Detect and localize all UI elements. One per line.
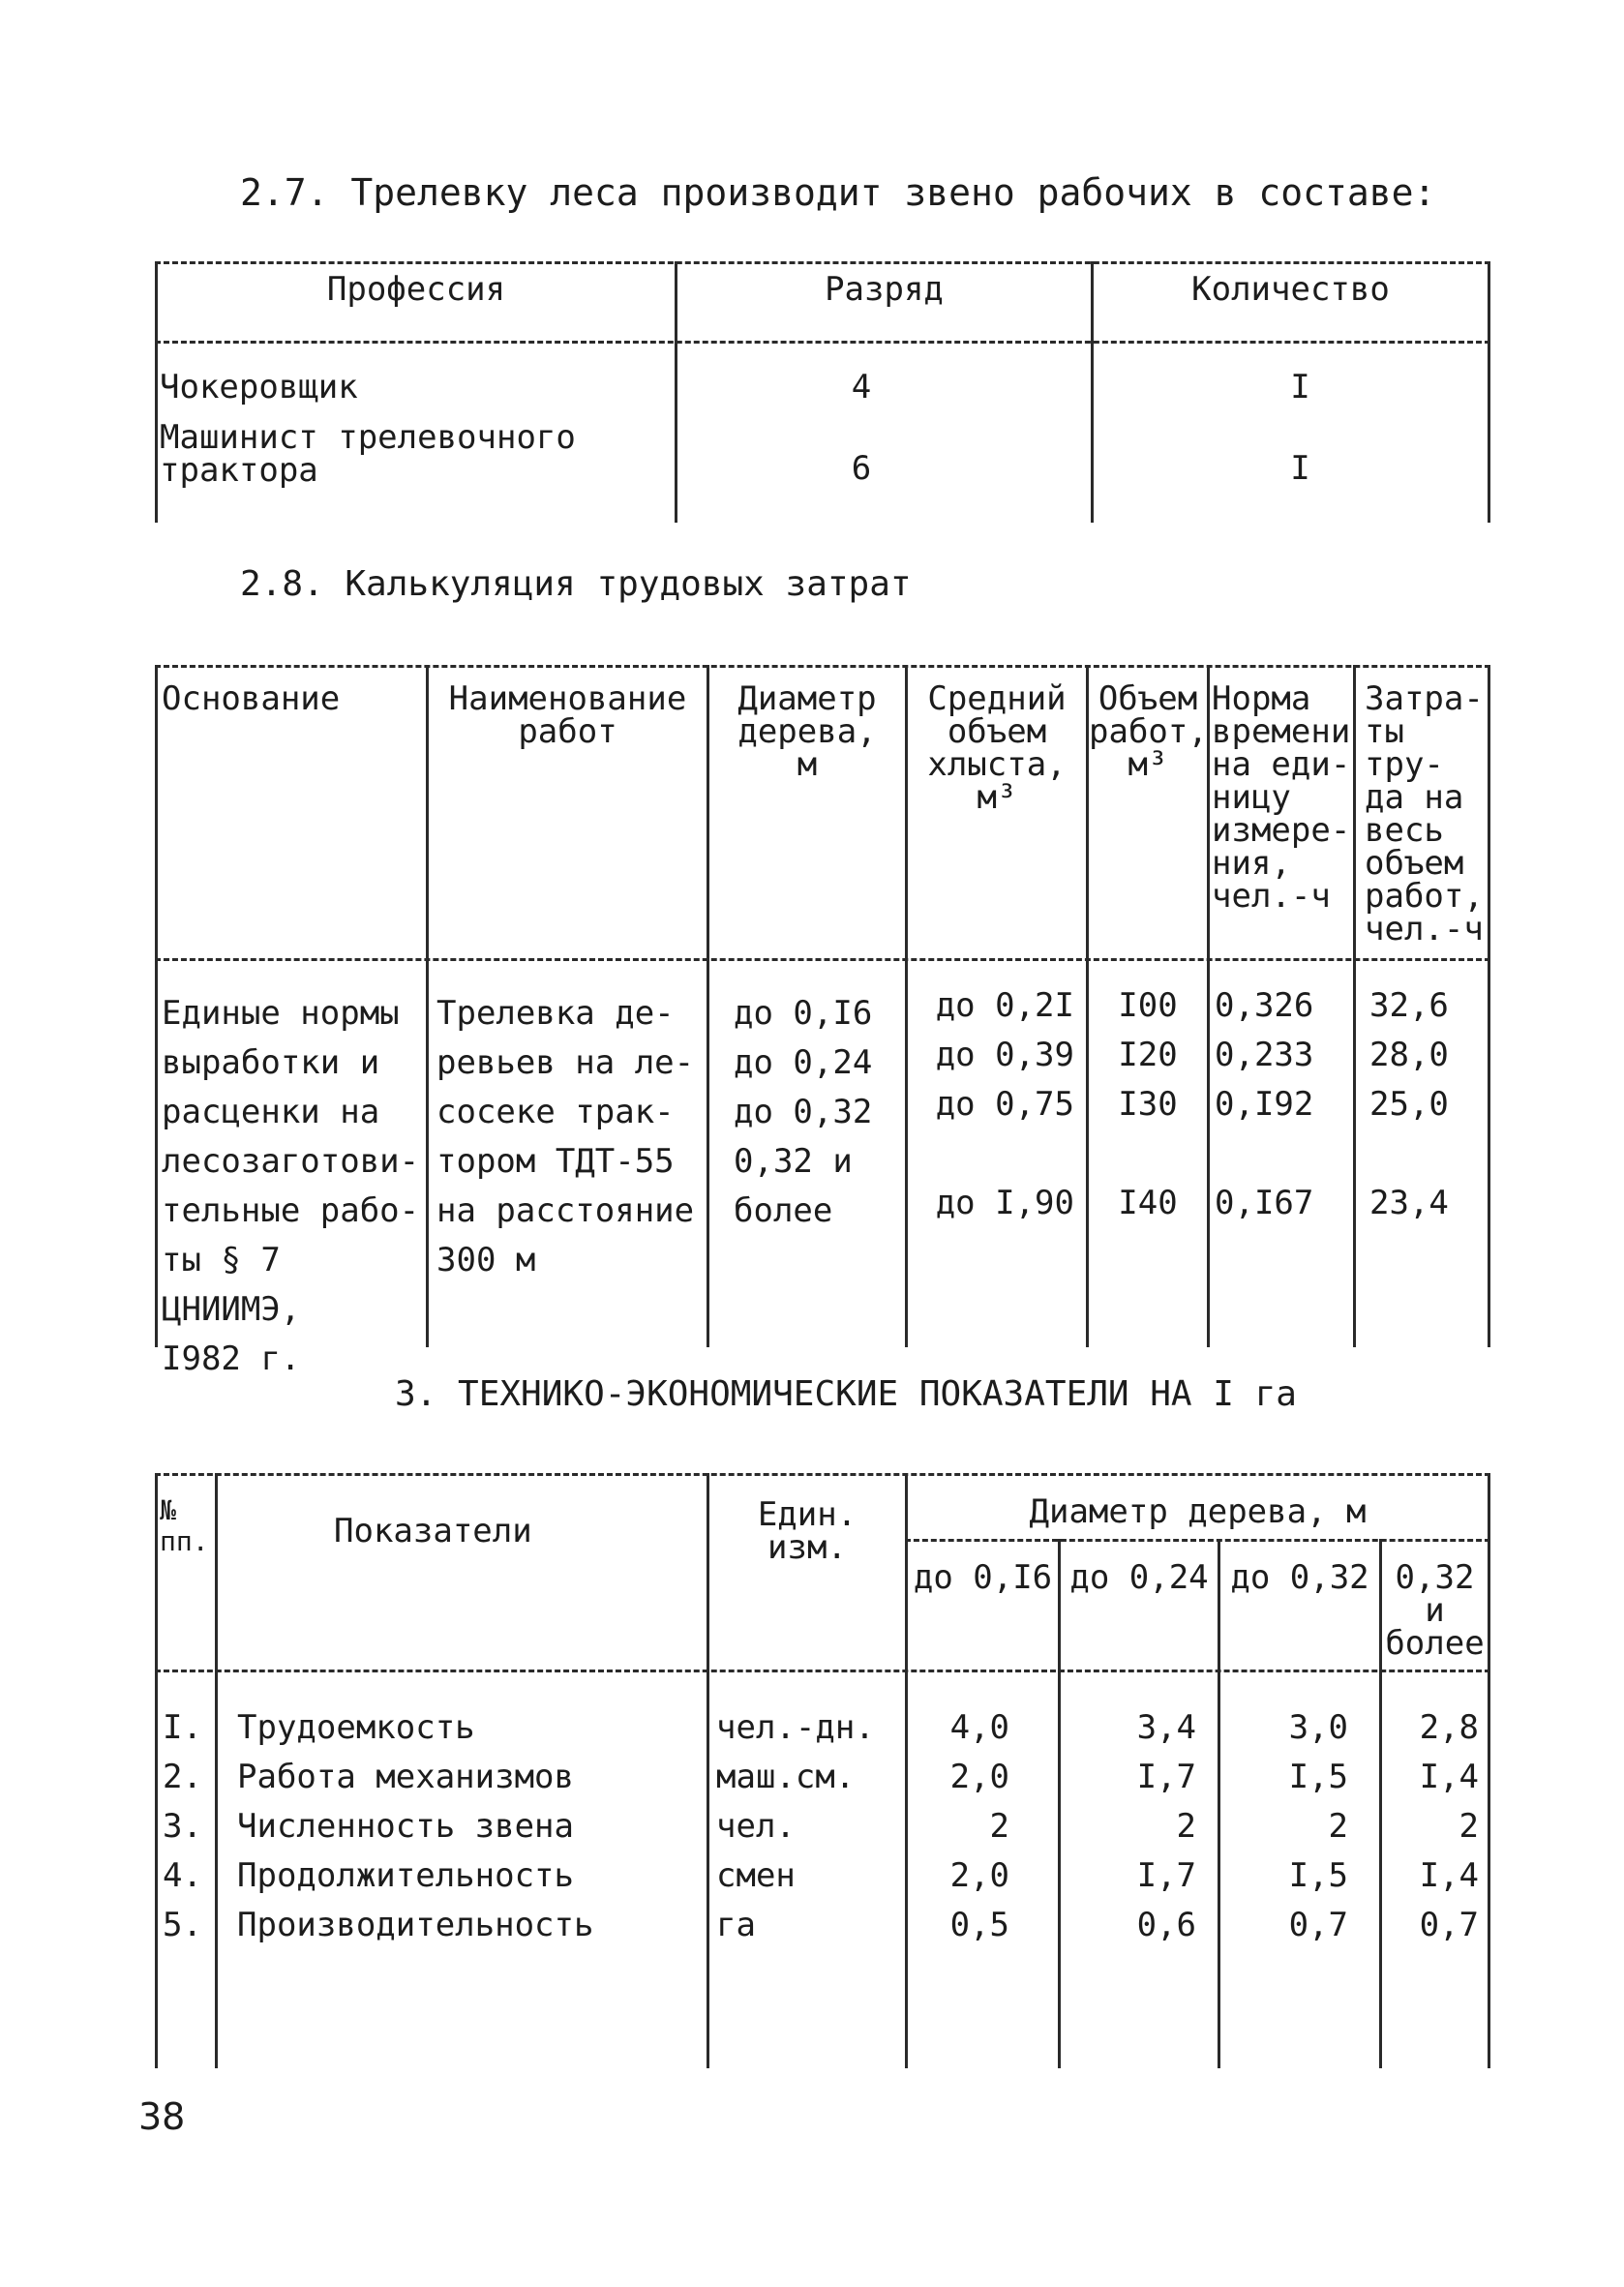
table-rule [155, 958, 1490, 961]
indicator-value: 2,8 [1419, 1708, 1479, 1747]
crew-count: I [1290, 449, 1310, 488]
time-norm-cell: 0,326 [1215, 986, 1314, 1025]
table-border [1353, 665, 1356, 1347]
col-header-diameter: 0,32 и более [1385, 1558, 1485, 1663]
table-border [155, 1473, 158, 2068]
table-rule [155, 665, 1490, 668]
indicator-value: 2 [1459, 1807, 1479, 1846]
stem-volume-cell: до 0,75 [935, 1085, 1074, 1124]
indicator-value: 0,7 [1288, 1906, 1348, 1944]
table-rule [155, 1670, 1490, 1672]
indicator-unit: чел. [716, 1807, 796, 1846]
col-header-count: Количество [1191, 270, 1390, 309]
table-border [155, 665, 158, 1347]
indicator-value: 2,0 [949, 1758, 1009, 1796]
indicator-value: 3,4 [1136, 1708, 1196, 1747]
indicator-value: 2,0 [949, 1856, 1009, 1895]
col-header-diameter-group: Диаметр дерева, м [1029, 1492, 1367, 1531]
col-header-basis: Основание [162, 679, 341, 718]
col-header-diameter: до 0,32 [1230, 1558, 1369, 1597]
col-header-stem-volume: Средний объем хлыста, м³ [927, 679, 1067, 817]
indicator-name: Численность звена [237, 1807, 574, 1846]
table-border [1058, 1539, 1061, 2068]
time-norm-cell: 0,I67 [1215, 1184, 1314, 1222]
indicator-unit: смен [716, 1856, 796, 1895]
indicator-unit: маш.см. [716, 1758, 856, 1796]
work-name-text: Трелевка де- ревьев на ле- сосеке трак- тором ТДТ-55 на расстояние 300 м [436, 994, 695, 1279]
table-rule [155, 341, 1490, 344]
indicator-name: Трудоемкость [237, 1708, 475, 1747]
indicator-value: 2 [1328, 1807, 1348, 1846]
work-volume-cell: I40 [1118, 1184, 1178, 1222]
indicator-name: Работа механизмов [237, 1758, 574, 1796]
work-volume-cell: I00 [1118, 986, 1178, 1025]
labor-total-cell: 23,4 [1369, 1184, 1449, 1222]
labor-total-cell: 25,0 [1369, 1085, 1449, 1124]
row-number: I. [163, 1708, 202, 1747]
table-border [1218, 1539, 1220, 2068]
time-norm-cell: 0,I92 [1215, 1085, 1314, 1124]
work-volume-cell: I20 [1118, 1036, 1178, 1074]
col-header-profession: Профессия [326, 270, 506, 309]
basis-text: Единые нормы выработки и расценки на лесозаготови- тельные рабо- ты § 7 ЦНИИМЭ, I982 г. [162, 994, 420, 1378]
diameter-cell: до 0,32 [734, 1093, 873, 1131]
labor-total-cell: 28,0 [1369, 1036, 1449, 1074]
labor-total-cell: 32,6 [1369, 986, 1449, 1025]
col-header-diameter: до 0,I6 [913, 1558, 1053, 1597]
time-norm-cell: 0,233 [1215, 1036, 1314, 1074]
crew-count: I [1290, 368, 1310, 406]
crew-grade: 4 [851, 368, 872, 406]
row-number: 5. [163, 1906, 202, 1944]
indicator-value: 4,0 [949, 1708, 1009, 1747]
section-3-heading: 3. ТЕХНИКО-ЭКОНОМИЧЕСКИЕ ПОКАЗАТЕЛИ НА I га [395, 1374, 1297, 1414]
stem-volume-cell: до 0,2I [935, 986, 1074, 1025]
table-border [1488, 1473, 1490, 2068]
section-27-heading: 2.7. Трелевку леса производит звено рабочих в составе: [240, 171, 1436, 214]
indicator-value: 2 [1176, 1807, 1196, 1846]
work-volume-cell: I30 [1118, 1085, 1178, 1124]
indicator-value: I,5 [1288, 1856, 1348, 1895]
indicator-unit: га [716, 1906, 756, 1944]
indicator-value: 0,5 [949, 1906, 1009, 1944]
table-border [1207, 665, 1210, 1347]
row-number: 2. [163, 1758, 202, 1796]
indicator-name: Производительность [237, 1906, 594, 1944]
col-header-grade: Разряд [825, 270, 944, 309]
col-header-labor-total: Затра- ты тру- да на весь объем работ, чел.-ч [1365, 679, 1484, 948]
col-header-unit: Един. изм. [757, 1495, 857, 1567]
crew-profession: Машинист трелевочного трактора [160, 418, 576, 490]
table-border [215, 1473, 218, 2068]
diameter-cell: 0,32 и более [734, 1142, 853, 1230]
table-rule [155, 261, 1490, 264]
crew-grade: 6 [851, 449, 872, 488]
stem-volume-cell: до 0,39 [935, 1036, 1074, 1074]
indicator-value: I,4 [1419, 1856, 1479, 1895]
row-number: 3. [163, 1807, 202, 1846]
section-28-heading: 2.8. Калькуляция трудовых затрат [240, 564, 912, 604]
indicator-value: I,7 [1136, 1856, 1196, 1895]
indicator-value: 0,6 [1136, 1906, 1196, 1944]
col-header-indicator: Показатели [334, 1512, 532, 1550]
indicator-value: 3,0 [1288, 1708, 1348, 1747]
col-header-work-volume: Объем работ, м³ [1089, 679, 1208, 784]
indicator-value: I,7 [1136, 1758, 1196, 1796]
indicator-value: 0,7 [1419, 1906, 1479, 1944]
table-border [426, 665, 429, 1347]
indicator-unit: чел.-дн. [716, 1708, 875, 1747]
diameter-cell: до 0,24 [734, 1043, 873, 1082]
col-header-diameter: до 0,24 [1069, 1558, 1209, 1597]
table-rule [905, 1539, 1490, 1542]
indicator-value: I,5 [1288, 1758, 1348, 1796]
crew-profession: Чокеровщик [160, 368, 358, 406]
col-header-time-norm: Норма времени на еди- ницу измере- ния, чел.-ч [1212, 679, 1351, 916]
col-header-num: № пп. [160, 1494, 209, 1557]
col-header-work-name: Наименование работ [448, 679, 687, 751]
indicator-value: I,4 [1419, 1758, 1479, 1796]
stem-volume-cell: до I,90 [935, 1184, 1074, 1222]
row-number: 4. [163, 1856, 202, 1895]
indicator-name: Продолжительность [237, 1856, 574, 1895]
indicator-value: 2 [989, 1807, 1009, 1846]
table-border [1488, 665, 1490, 1347]
table-rule [155, 1473, 1490, 1476]
col-header-diameter: Диаметр дерева, м [737, 679, 877, 784]
diameter-cell: до 0,I6 [734, 994, 873, 1033]
page-number: 38 [138, 2095, 186, 2138]
